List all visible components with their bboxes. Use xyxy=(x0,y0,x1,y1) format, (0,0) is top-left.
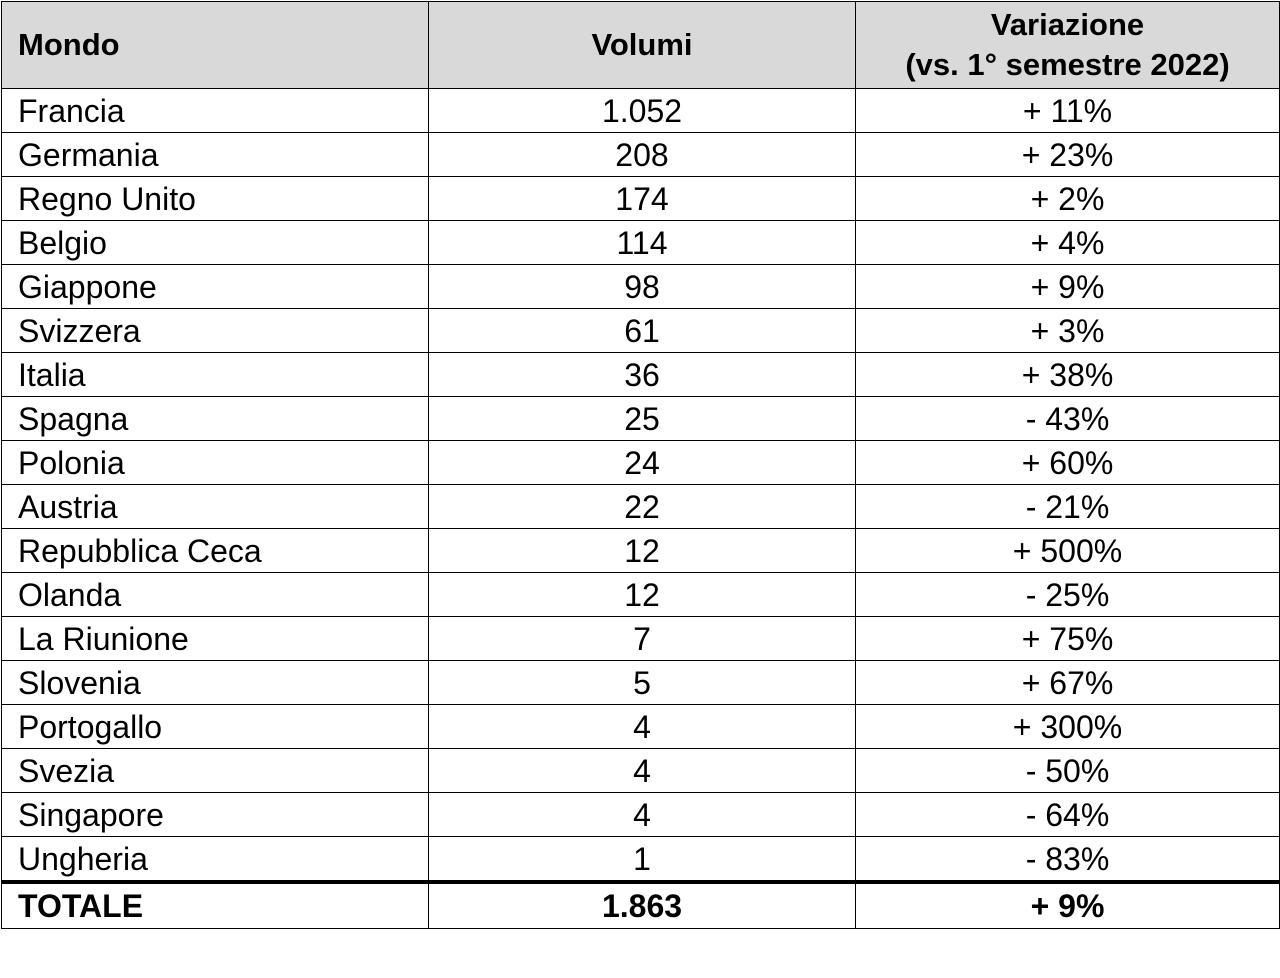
volume-cell: 174 xyxy=(429,177,856,221)
country-cell: Regno Unito xyxy=(2,177,429,221)
country-cell: Portogallo xyxy=(2,705,429,749)
change-cell: - 83% xyxy=(856,837,1280,883)
table-row xyxy=(2,705,1280,749)
volumes-table xyxy=(1,1,1280,929)
country-cell: Svezia xyxy=(2,749,429,793)
table-row xyxy=(2,485,1280,529)
volume-cell: 36 xyxy=(429,353,856,397)
table-row xyxy=(2,441,1280,485)
header-row xyxy=(2,2,1280,89)
volume-cell: 5 xyxy=(429,661,856,705)
table-row xyxy=(2,573,1280,617)
volume-cell: 1.052 xyxy=(429,89,856,133)
table-row xyxy=(2,661,1280,705)
country-cell: Austria xyxy=(2,485,429,529)
country-cell: La Riunione xyxy=(2,617,429,661)
table-row xyxy=(2,133,1280,177)
total-row xyxy=(2,882,1280,929)
country-cell: Svizzera xyxy=(2,309,429,353)
change-cell: + 500% xyxy=(856,529,1280,573)
table-row xyxy=(2,309,1280,353)
volume-cell: 12 xyxy=(429,573,856,617)
change-cell: + 60% xyxy=(856,441,1280,485)
table-row xyxy=(2,529,1280,573)
country-cell: Giappone xyxy=(2,265,429,309)
country-cell: Francia xyxy=(2,89,429,133)
change-cell: - 43% xyxy=(856,397,1280,441)
volume-cell: 98 xyxy=(429,265,856,309)
change-cell: + 38% xyxy=(856,353,1280,397)
country-cell: Singapore xyxy=(2,793,429,837)
header-volumi: Volumi xyxy=(429,2,856,89)
change-cell: - 64% xyxy=(856,793,1280,837)
country-cell: Slovenia xyxy=(2,661,429,705)
change-cell: + 75% xyxy=(856,617,1280,661)
volume-cell: 12 xyxy=(429,529,856,573)
change-cell: + 11% xyxy=(856,89,1280,133)
total-volume: 1.863 xyxy=(429,882,856,929)
volume-cell: 4 xyxy=(429,749,856,793)
header-variazione xyxy=(856,2,1280,89)
table-row xyxy=(2,177,1280,221)
change-cell: + 9% xyxy=(856,265,1280,309)
country-cell: Belgio xyxy=(2,221,429,265)
table-row xyxy=(2,89,1280,133)
volume-cell: 208 xyxy=(429,133,856,177)
table-row xyxy=(2,837,1280,883)
total-label: TOTALE xyxy=(2,882,429,929)
change-cell: + 67% xyxy=(856,661,1280,705)
table-row xyxy=(2,749,1280,793)
change-cell: + 4% xyxy=(856,221,1280,265)
volume-cell: 24 xyxy=(429,441,856,485)
volume-cell: 22 xyxy=(429,485,856,529)
volume-cell: 61 xyxy=(429,309,856,353)
change-cell: - 25% xyxy=(856,573,1280,617)
country-cell: Ungheria xyxy=(2,837,429,883)
table-row xyxy=(2,617,1280,661)
country-cell: Polonia xyxy=(2,441,429,485)
country-cell: Germania xyxy=(2,133,429,177)
country-cell: Olanda xyxy=(2,573,429,617)
volume-cell: 7 xyxy=(429,617,856,661)
country-cell: Repubblica Ceca xyxy=(2,529,429,573)
volume-cell: 114 xyxy=(429,221,856,265)
volume-cell: 25 xyxy=(429,397,856,441)
change-cell: + 23% xyxy=(856,133,1280,177)
table-footer xyxy=(2,882,1280,929)
table-header xyxy=(2,2,1280,89)
total-change: + 9% xyxy=(856,882,1280,929)
header-mondo: Mondo xyxy=(2,2,429,89)
change-cell: - 21% xyxy=(856,485,1280,529)
table-row xyxy=(2,353,1280,397)
table-row xyxy=(2,221,1280,265)
change-cell: + 2% xyxy=(856,177,1280,221)
volume-cell: 4 xyxy=(429,793,856,837)
country-cell: Spagna xyxy=(2,397,429,441)
volume-cell: 1 xyxy=(429,837,856,883)
header-variazione-line1: Variazione xyxy=(990,7,1145,42)
change-cell: - 50% xyxy=(856,749,1280,793)
table-row xyxy=(2,793,1280,837)
header-variazione-line2: (vs. 1° semestre 2022) xyxy=(905,47,1230,82)
table-row xyxy=(2,265,1280,309)
change-cell: + 3% xyxy=(856,309,1280,353)
country-cell: Italia xyxy=(2,353,429,397)
change-cell: + 300% xyxy=(856,705,1280,749)
volume-cell: 4 xyxy=(429,705,856,749)
table-row xyxy=(2,397,1280,441)
table-body xyxy=(2,89,1280,883)
